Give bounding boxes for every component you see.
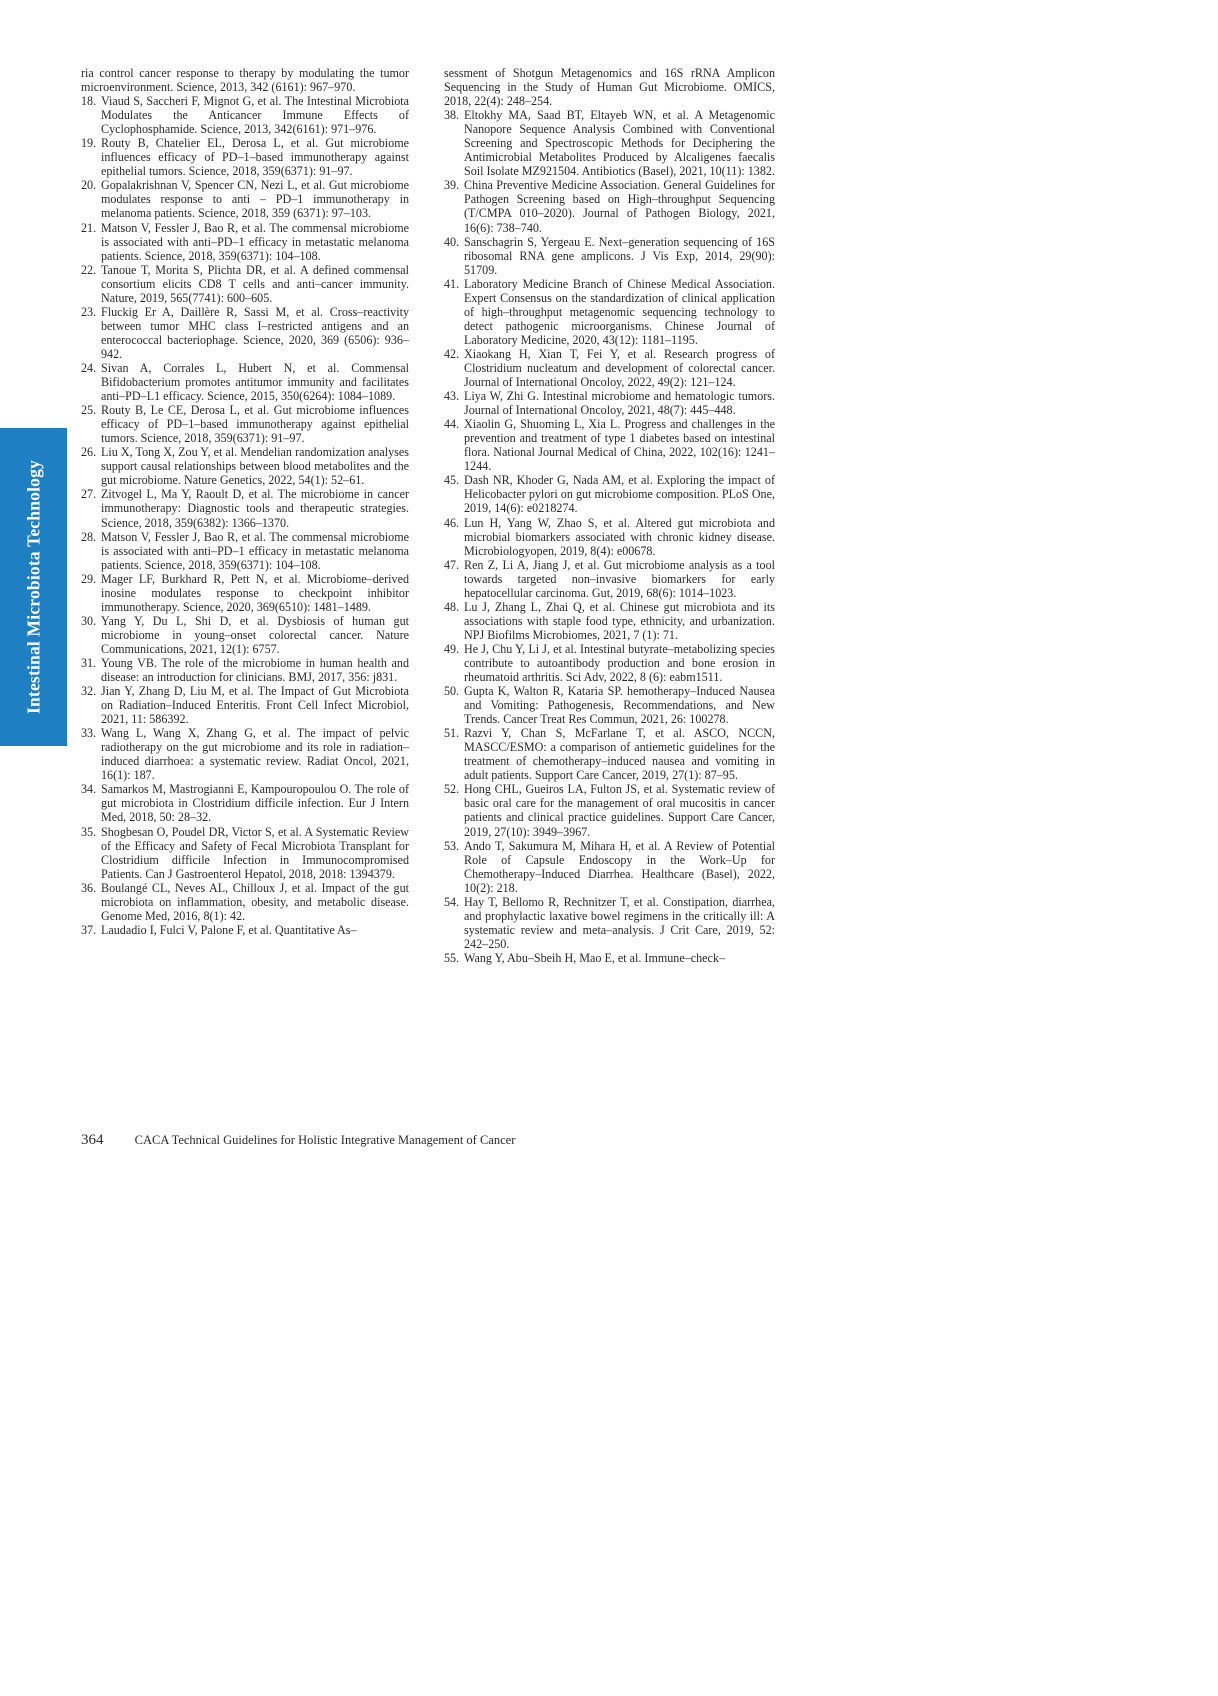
reference-number: 28. (81, 529, 97, 544)
reference-text: Gopalakrishnan V, Spencer CN, Nezi L, et al. Gut microbiome modulates response to anti – PD–1 immunotherapy in melanoma patients. Science, 2018, 359 (6371): 97–103. (101, 178, 409, 221)
reference-number: 53. (444, 838, 460, 853)
reference-item (81, 263, 409, 305)
reference-item (444, 235, 775, 277)
reference-item (81, 726, 409, 782)
reference-text: Razvi Y, Chan S, McFarlane T, et al. ASCO, NCCN, MASCC/ESMO: a comparison of antiemetic guidelines for the treatment of chemotherapy–induced nausea and vomiting in adult patients. Support Care Cancer, 2019, 27(1): 87–95. (464, 726, 775, 783)
reference-number: 52. (444, 782, 460, 797)
reference-number: 35. (81, 824, 97, 839)
reference-text: Ando T, Sakumura M, Mihara H, et al. A Review of Potential Role of Capsule Endoscopy in the Work–Up for Chemotherapy–Induced Diarrhea. Healthcare (Basel), 2022, 10(2): 218. (464, 838, 775, 895)
reference-text: Zitvogel L, Ma Y, Raoult D, et al. The microbiome in cancer immunotherapy: Diagnostic tools and therapeutic strategies. Science, 2018, 359(6382): 1366–1370. (101, 487, 409, 530)
reference-item (81, 221, 409, 263)
reference-number: 40. (444, 234, 460, 249)
reference-number: 44. (444, 417, 460, 432)
reference-number: 24. (81, 360, 97, 375)
right-reference-column (444, 66, 775, 965)
reference-item (444, 389, 775, 417)
reference-text: Laudadio I, Fulci V, Palone F, et al. Quantitative As– (101, 922, 357, 937)
reference-text: Matson V, Fessler J, Bao R, et al. The commensal microbiome is associated with anti–PD–1 efficacy in metastatic melanoma patients. Science, 2018, 359(6371): 104–108. (101, 220, 409, 263)
reference-text: Gupta K, Walton R, Kataria SP. hemotherapy–Induced Nausea and Vomiting: Pathogenesis, Recommendations, and New Trends. Cancer Treat Res Commun, 2021, 26: 100278. (464, 684, 775, 727)
reference-number: 47. (444, 557, 460, 572)
reference-item (81, 94, 409, 136)
reference-number: 41. (444, 276, 460, 291)
reference-text: Wang L, Wang X, Zhang G, et al. The impact of pelvic radiotherapy on the gut microbiome and its role in radiation–induced diarrhoea: a systematic review. Radiat Oncol, 2021, 16(1): 187. (101, 726, 409, 783)
reference-item (81, 136, 409, 178)
reference-item (81, 572, 409, 614)
reference-text: Mager LF, Burkhard R, Pett N, et al. Microbiome–derived inosine modulates response to checkpoint inhibitor immunotherapy. Science, 2020, 369(6510): 1481–1489. (101, 571, 409, 614)
reference-text: Lu J, Zhang L, Zhai Q, et al. Chinese gut microbiota and its associations with staple food type, ethnicity, and urbanization. NPJ Biofilms Microbiomes, 2021, 7 (1): 71. (464, 599, 775, 642)
reference-text: Hong CHL, Gueiros LA, Fulton JS, et al. Systematic review of basic oral care for the management of oral mucositis in cancer patients and clinical practice guidelines. Support Care Cancer, 2019, 27(10): 3949–3967. (464, 782, 775, 839)
reference-text: Young VB. The role of the microbiome in human health and disease: an introduction for clinicians. BMJ, 2017, 356: j831. (101, 655, 409, 685)
reference-number: 32. (81, 684, 97, 699)
reference-text: Hay T, Bellomo R, Rechnitzer T, et al. Constipation, diarrhea, and prophylactic laxative bowel regimens in the critically ill: A systematic review and meta–analysis. J Crit Care, 2019, 52: 242–250. (464, 894, 775, 951)
reference-item (444, 178, 775, 234)
side-tab-label: Intestinal Microbiota Technology (23, 459, 43, 715)
reference-text: Tanoue T, Morita S, Plichta DR, et al. A defined commensal consortium elicits CD8 T cells and anti–cancer immunity. Nature, 2019, 565(7741): 600–605. (101, 262, 409, 305)
reference-number: 46. (444, 515, 460, 530)
reference-item (81, 361, 409, 403)
reference-text: Dash NR, Khoder G, Nada AM, et al. Exploring the impact of Helicobacter pylori on gut microbiome composition. PLoS One, 2019, 14(6): e0218274. (464, 473, 775, 516)
reference-continuation: ria control cancer response to therapy by modulating the tumor microenvironment. Science, 2013, 342 (6161): 967–970. (81, 66, 409, 95)
reference-item (81, 530, 409, 572)
reference-item (81, 684, 409, 726)
reference-item (444, 277, 775, 347)
reference-text: Yang Y, Du L, Shi D, et al. Dysbiosis of human gut microbiome in young–onset colorectal cancer. Nature Communications, 2021, 12(1): 6757. (101, 613, 409, 656)
reference-number: 51. (444, 726, 460, 741)
reference-number: 50. (444, 684, 460, 699)
reference-number: 45. (444, 473, 460, 488)
reference-item (444, 642, 775, 684)
left-reference-list (81, 94, 409, 937)
reference-item (81, 305, 409, 361)
reference-item (444, 839, 775, 895)
reference-text: Shogbesan O, Poudel DR, Victor S, et al. A Systematic Review of the Efficacy and Safety of Fecal Microbiota Transplant for Clostridium difficile Infection in Immunocompromised Patients. Can J Gastroenterol Hepatol, 2018, 2018: 1394379. (101, 824, 409, 881)
page-footer (81, 1132, 515, 1149)
reference-item (444, 108, 775, 178)
reference-number: 26. (81, 445, 97, 460)
reference-item (81, 403, 409, 445)
reference-item (81, 614, 409, 656)
reference-number: 21. (81, 220, 97, 235)
reference-item (444, 782, 775, 838)
reference-text: Sivan A, Corrales L, Hubert N, et al. Commensal Bifidobacterium promotes antitumor immunity and facilitates anti–PD–L1 efficacy. Science, 2015, 350(6264): 1084–1089. (101, 360, 409, 404)
side-section-tab (0, 428, 67, 746)
reference-item (444, 516, 775, 558)
reference-number: 48. (444, 599, 460, 614)
reference-text: Xiaokang H, Xian T, Fei Y, et al. Research progress of Clostridium nucleatum and development of colorectal cancer. Journal of International Oncoloy, 2022, 49(2): 121–124. (464, 346, 775, 390)
reference-text: Eltokhy MA, Saad BT, Eltayeb WN, et al. A Metagenomic Nanopore Sequence Analysis Combined with Conventional Screening and Spectroscopic Methods for Deciphering the Antimicrobial Metabolites Produced by Alcaligenes faecalis Soil Isolate MZ921504. Antibiotics (Basel), 2021, 10(11): 1382. (464, 108, 775, 179)
reference-item (81, 825, 409, 881)
reference-number: 49. (444, 641, 460, 656)
reference-number: 34. (81, 782, 97, 797)
reference-number: 43. (444, 389, 460, 404)
reference-item (81, 656, 409, 684)
reference-item (81, 487, 409, 529)
reference-text: Liya W, Zhi G. Intestinal microbiome and hematologic tumors. Journal of International Oncoloy, 2021, 48(7): 445–448. (464, 389, 775, 418)
reference-text: Matson V, Fessler J, Bao R, et al. The commensal microbiome is associated with anti–PD–1 efficacy in metastatic melanoma patients. Science, 2018, 359(6371): 104–108. (101, 529, 409, 572)
reference-number: 54. (444, 894, 460, 909)
reference-item (444, 347, 775, 389)
reference-number: 23. (81, 304, 97, 319)
reference-text: Ren Z, Li A, Jiang J, et al. Gut microbiome analysis as a tool towards targeted non–invasive biomarkers for early hepatocellular carcinoma. Gut, 2019, 68(6): 1014–1023. (464, 557, 775, 600)
reference-number: 39. (444, 178, 460, 193)
reference-item (81, 923, 409, 937)
page-number: 364 (81, 1132, 104, 1148)
reference-number: 20. (81, 178, 97, 193)
reference-text: Boulangé CL, Neves AL, Chilloux J, et al. Impact of the gut microbiota on inflammation, obesity, and metabolic disease. Genome Med, 2016, 8(1): 42. (101, 880, 409, 923)
reference-item (81, 881, 409, 923)
reference-number: 25. (81, 403, 97, 418)
reference-item (81, 445, 409, 487)
reference-number: 30. (81, 613, 97, 628)
reference-text: Viaud S, Saccheri F, Mignot G, et al. The Intestinal Microbiota Modulates the Anticancer Immune Effects of Cyclophosphamide. Science, 2013, 342(6161): 971–976. (101, 94, 409, 137)
right-reference-list (444, 108, 775, 965)
reference-text: Lun H, Yang W, Zhao S, et al. Altered gut microbiota and microbial biomarkers associated with chronic kidney disease. Microbiologyopen, 2019, 8(4): e00678. (464, 515, 775, 558)
reference-number: 27. (81, 487, 97, 502)
reference-text: Wang Y, Abu–Sbeih H, Mao E, et al. Immune–check– (464, 950, 726, 965)
reference-item (444, 726, 775, 782)
reference-number: 36. (81, 880, 97, 895)
left-reference-column (81, 66, 409, 937)
reference-text: Samarkos M, Mastrogianni E, Kampouropoulou O. The role of gut microbiota in Clostridium difficile infection. Eur J Intern Med, 2018, 50: 28–32. (101, 782, 409, 825)
reference-text: Liu X, Tong X, Zou Y, et al. Mendelian randomization analyses support causal relationships between blood metabolites and the gut microbiome. Nature Genetics, 2022, 54(1): 52–61. (101, 445, 409, 488)
reference-item (444, 417, 775, 473)
reference-item (444, 558, 775, 600)
reference-number: 37. (81, 922, 97, 937)
reference-text: Xiaolin G, Shuoming L, Xia L. Progress and challenges in the prevention and treatment of type 1 diabetes based on intestinal flora. National Journal Medical of China, 2022, 102(16): 1241–1244. (464, 417, 775, 474)
reference-text: China Preventive Medicine Association. General Guidelines for Pathogen Screening based on High–throughput Sequencing (T/CMPA 010–2020). Journal of Pathogen Biology, 2021, 16(6): 738–740. (464, 178, 775, 235)
reference-number: 18. (81, 94, 97, 109)
reference-number: 55. (444, 950, 460, 965)
reference-text: Sanschagrin S, Yergeau E. Next–generation sequencing of 16S ribosomal RNA gene amplicons. J Vis Exp, 2014, 29(90): 51709. (464, 234, 775, 277)
reference-number: 22. (81, 262, 97, 277)
reference-number: 38. (444, 108, 460, 123)
reference-text: Jian Y, Zhang D, Liu M, et al. The Impact of Gut Microbiota on Radiation–Induced Enteritis. Front Cell Infect Microbiol, 2021, 11: 586392. (101, 684, 409, 727)
reference-item (444, 600, 775, 642)
reference-item (81, 178, 409, 220)
reference-item (444, 473, 775, 515)
reference-number: 29. (81, 571, 97, 586)
reference-item (444, 895, 775, 951)
reference-text: Laboratory Medicine Branch of Chinese Medical Association. Expert Consensus on the standardization of clinical application of high–throughput metagenomic sequencing technology to detect pathogenic microorganisms. Chinese Journal of Laboratory Medicine, 2020, 43(12): 1181–1195. (464, 276, 775, 347)
reference-number: 33. (81, 726, 97, 741)
reference-text: Routy B, Le CE, Derosa L, et al. Gut microbiome influences efficacy of PD–1–based immunotherapy against epithelial tumors. Science, 2018, 359(6371): 91–97. (101, 403, 409, 446)
reference-text: Fluckig Er A, Daillère R, Sassi M, et al. Cross–reactivity between tumor MHC class I–restricted antigens and an enterococcal bacteriophage. Science, 2020, 369 (6506): 936–942. (101, 304, 409, 361)
reference-text: He J, Chu Y, Li J, et al. Intestinal butyrate–metabolizing species contribute to autoantibody production and bone erosion in rheumatoid arthritis. Sci Adv, 2022, 8 (6): eabm1511. (464, 641, 775, 685)
book-title: CACA Technical Guidelines for Holistic Integrative Management of Cancer (134, 1133, 516, 1147)
reference-continuation: sessment of Shotgun Metagenomics and 16S rRNA Amplicon Sequencing in the Study of Human Gut Microbiome. OMICS, 2018, 22(4): 248–254. (444, 66, 775, 109)
reference-item (444, 951, 775, 965)
reference-item (444, 684, 775, 726)
reference-number: 42. (444, 346, 460, 361)
reference-number: 31. (81, 655, 97, 670)
reference-number: 19. (81, 136, 97, 151)
reference-text: Routy B, Chatelier EL, Derosa L, et al. Gut microbiome influences efficacy of PD–1–based immunotherapy against epithelial tumors. Science, 2018, 359(6371): 91–97. (101, 136, 409, 179)
reference-item (81, 782, 409, 824)
